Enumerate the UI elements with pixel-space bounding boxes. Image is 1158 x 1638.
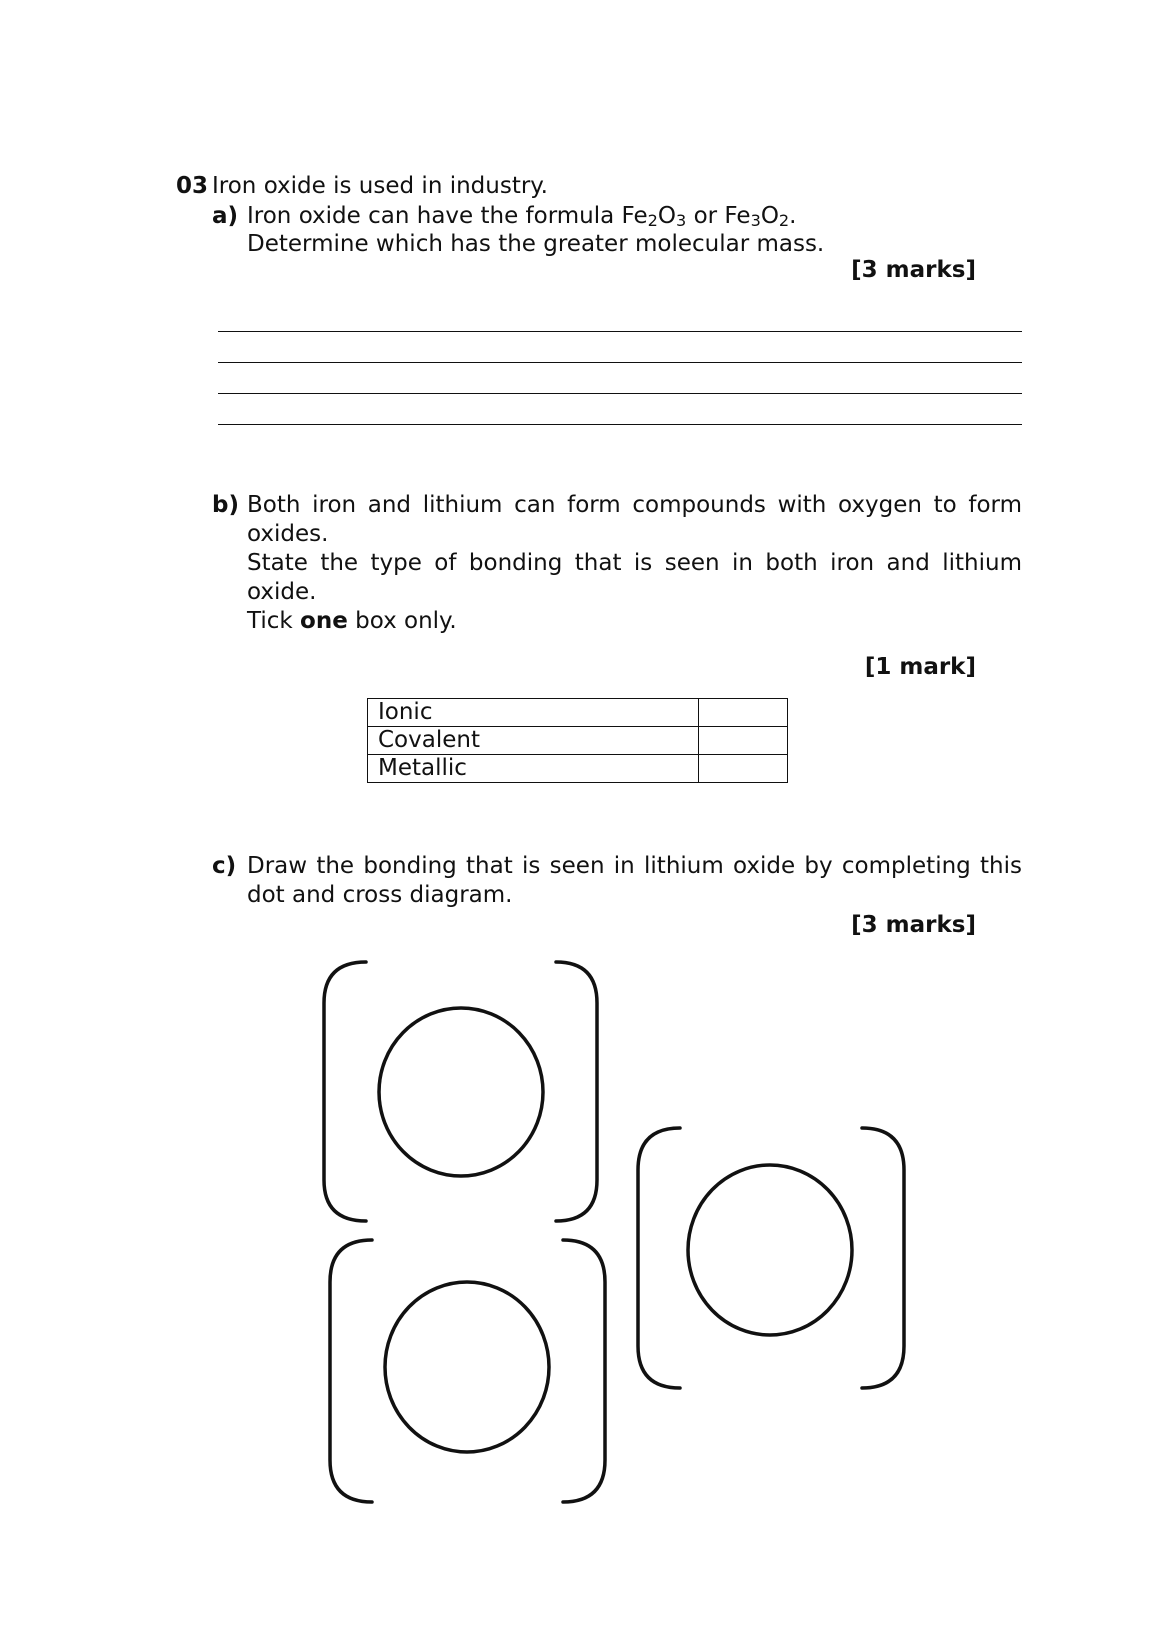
part-a-marks: [3 marks] <box>851 257 976 283</box>
part-c-line1: Draw the bonding that is seen in lithium oxide by completing this <box>247 853 1022 879</box>
part-a-label: a) <box>212 203 239 229</box>
part-c-label: c) <box>212 853 237 879</box>
lithium-atom-shell[interactable] <box>379 1008 543 1176</box>
bracket-left <box>330 1240 372 1502</box>
part-b-tick-instruction: Tick one box only. <box>247 608 457 634</box>
part-a-line2: Determine which has the greater molecular mass. <box>247 231 825 257</box>
lithium-atom-shell[interactable] <box>385 1282 549 1452</box>
oxygen-atom-shell[interactable] <box>688 1165 852 1335</box>
part-b-label: b) <box>212 492 239 518</box>
part-c-line2: dot and cross diagram. <box>247 882 513 908</box>
option-label: Ionic <box>368 699 699 727</box>
bracket-left <box>638 1128 680 1388</box>
bracket-right <box>563 1240 605 1502</box>
option-label: Covalent <box>368 727 699 755</box>
bracket-left <box>324 962 366 1221</box>
part-b-marks: [1 mark] <box>864 654 976 680</box>
part-c-marks: [3 marks] <box>851 912 976 938</box>
question-intro: Iron oxide is used in industry. <box>212 173 548 199</box>
part-b-line4: oxide. <box>247 579 317 605</box>
part-a-line1: Iron oxide can have the formula $Fe_2O_3$ or $Fe_3O_2$. <box>247 203 797 231</box>
part-b-line3: State the type of bonding that is seen in both iron and lithium <box>247 550 1022 576</box>
bracket-right <box>862 1128 904 1388</box>
bracket-right <box>556 962 597 1221</box>
question-number: 03 <box>176 173 209 199</box>
option-label: Metallic <box>368 755 699 783</box>
part-b-line2: oxides. <box>247 521 329 547</box>
part-b-line1: Both iron and lithium can form compounds with oxygen to form <box>247 492 1022 518</box>
